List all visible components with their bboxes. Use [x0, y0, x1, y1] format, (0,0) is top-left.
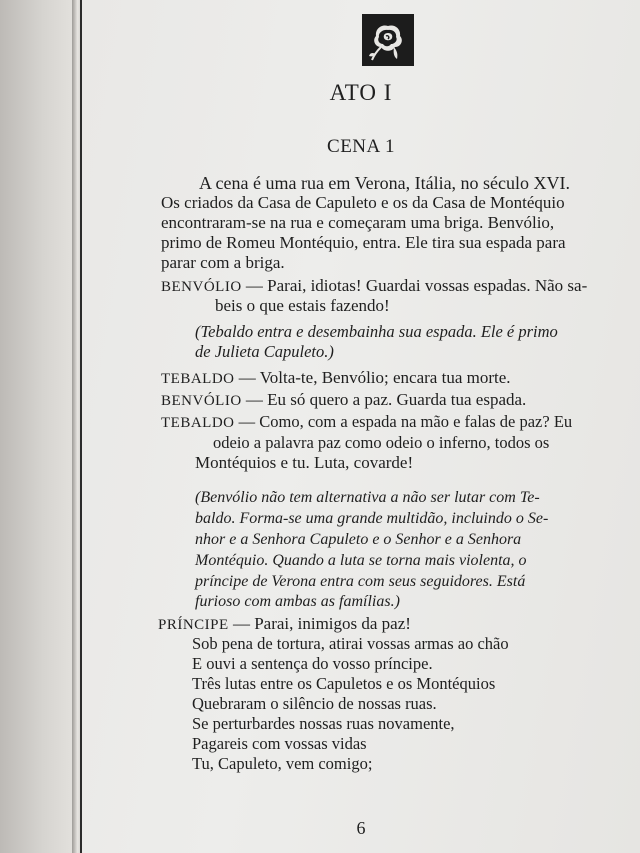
- speaker-name: TEBALDO: [161, 371, 235, 387]
- speaker-name: PRÍNCIPE: [158, 617, 229, 633]
- intro-line: encontraram-se na rua e começaram uma briga. Benvólio,: [161, 213, 555, 232]
- speech: — Parai, inimigos da paz!: [228, 614, 411, 633]
- dialogue-line: [161, 412, 572, 433]
- page-edge: [72, 0, 80, 853]
- intro-line: primo de Romeu Montéquio, entra. Ele tira sua espada para: [161, 233, 566, 252]
- intro-line: Os criados da Casa de Capuleto e os da Casa de Montéquio: [161, 193, 565, 212]
- verse-line: E ouvi a sentença do vosso príncipe.: [192, 654, 433, 673]
- stage-direction: furioso com ambas as famílias.): [195, 593, 400, 610]
- verse-line: Três lutas entre os Capuletos e os Montéquios: [192, 674, 496, 693]
- dialogue-line: [161, 390, 526, 411]
- book-page: [82, 0, 640, 853]
- verse-line: Quebraram o silêncio de nossas ruas.: [192, 694, 437, 713]
- intro-line: A cena é uma rua em Verona, Itália, no século XVI.: [199, 173, 571, 193]
- verse-line: Sob pena de tortura, atirai vossas armas ao chão: [192, 634, 509, 653]
- stage-direction: nhor e a Senhora Capuleto e o Senhor e a Senhora: [195, 531, 522, 548]
- dialogue-line: [161, 368, 511, 389]
- verse-line: Se perturbardes nossas ruas novamente,: [192, 714, 455, 733]
- stage-direction: de Julieta Capuleto.): [195, 342, 334, 361]
- intro-line: parar com a briga.: [161, 253, 285, 272]
- act-heading: ATO I: [329, 80, 393, 105]
- dialogue-line: Montéquios e tu. Luta, covarde!: [195, 453, 414, 472]
- stage-direction: (Tebaldo entra e desembainha sua espada. Ele é primo: [195, 322, 558, 341]
- speaker-name: BENVÓLIO: [161, 393, 242, 409]
- speaker-name: TEBALDO: [161, 415, 235, 431]
- speech: — Eu só quero a paz. Guarda tua espada.: [241, 390, 527, 409]
- speech: — Volta-te, Benvólio; encara tua morte.: [234, 368, 511, 387]
- stage-direction: (Benvólio não tem alternativa a não ser lutar com Te-: [195, 489, 540, 506]
- speech: — Parai, idiotas! Guardai vossas espadas. Não sa-: [241, 276, 588, 295]
- stage-direction: baldo. Forma-se uma grande multidão, incluindo o Se-: [195, 510, 549, 527]
- rose-icon: [362, 14, 414, 66]
- book-spine: [0, 0, 72, 853]
- verse-line: Tu, Capuleto, vem comigo;: [192, 754, 373, 773]
- dialogue-line: odeio a palavra paz como odeio o inferno, todos os: [213, 433, 550, 452]
- verse-line: Pagareis com vossas vidas: [192, 734, 367, 753]
- dialogue-line: [158, 614, 411, 635]
- page-number: 6: [356, 818, 366, 838]
- stage-direction: Montéquio. Quando a luta se torna mais violenta, o: [195, 552, 527, 569]
- speaker-name: BENVÓLIO: [161, 279, 242, 295]
- dialogue-line: [161, 276, 587, 297]
- stage-direction: príncipe de Verona entra com seus seguidores. Está: [195, 573, 526, 590]
- speech: — Como, com a espada na mão e falas de paz? Eu: [234, 412, 573, 431]
- scene-heading: CENA 1: [327, 136, 395, 157]
- dialogue-line: beis o que estais fazendo!: [215, 296, 390, 315]
